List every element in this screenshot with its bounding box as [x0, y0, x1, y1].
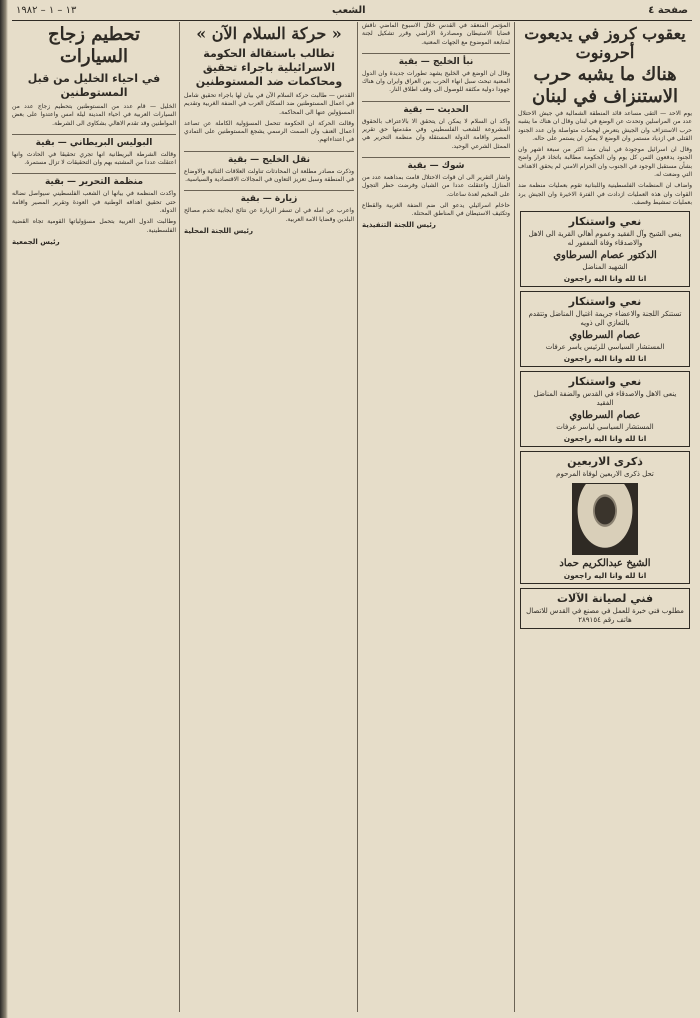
headline-glass: تحطيم زجاج السيارات	[48, 24, 140, 67]
headline-peace-now: « حركة السلام الآن »	[196, 24, 342, 43]
continuation-title: الحديث — بقية	[362, 101, 510, 115]
notice-verse: انا لله وانا اليه راجعون	[563, 434, 647, 444]
article-paragraph: المؤتمر المنعقد في القدس خلال الاسبوع الماضي ناقش قضايا الاستيطان ومصادرة الاراضي وقرر تشكيل لجنة لمتابعة الموضوع مع الجهات المعنية.	[362, 22, 510, 46]
article-paragraph: وقالت الحركة ان الحكومة تتحمل المسؤولية الكاملة عن تصاعد اعمال العنف وان الصمت الرسمي يشجع المستوطنين على التمادي في اعتداءاتهم.	[184, 119, 354, 144]
masthead	[12, 4, 692, 21]
page-number: صفحة ٤	[648, 5, 688, 16]
notice-verse: انا لله وانا اليه راجعون	[563, 354, 647, 364]
article-paragraph: وذكرت مصادر مطلعة ان المحادثات تناولت العلاقات الثنائية والاوضاع في المنطقة وسبل تعزيز التعاون في المجالات الاقتصادية والسياسية.	[184, 167, 354, 184]
headline-kruz: يعقوب كروز في يديعوت أحرونوت	[524, 24, 686, 62]
column-rule	[357, 22, 358, 1012]
continuation-title: منظمة التحرير — بقية	[12, 173, 176, 187]
obituary-notice	[520, 371, 690, 447]
signature-line: رئيس اللجنة التنفيذية	[362, 221, 436, 230]
continuation-title: زيارة — بقية	[184, 190, 354, 204]
article-paragraph: واكدت المنظمة في بيانها ان الشعب الفلسطيني سيواصل نضاله حتى تحقيق اهدافه الوطنية في العودة وتقرير المصير واقامة الدولة.	[12, 190, 176, 215]
signature-line: رئيس اللجنة المحلية	[184, 226, 254, 235]
issue-date: ١٣ – ١ – ١٩٨٢	[16, 5, 77, 16]
ad-title: فني لصيانة الآلات	[556, 592, 654, 606]
article-paragraph: وقال ان الوضع في الخليج يشهد تطورات جديدة وان الدول المعنية تبحث سبل انهاء الحرب بين العراق وايران وان هناك جهودا دولية مكثفة للوصول الى وقف اطلاق النار.	[362, 69, 510, 94]
notice-role: المستشار السياسي لياسر عرفات	[556, 423, 654, 432]
continuation-title: نبأ الخليج — بقية	[362, 53, 510, 67]
notice-text: تستنكر اللجنة والاعضاء جريمة اغتيال المناضل وتتقدم بالتعازي الى ذويه	[528, 310, 682, 328]
article-paragraph: واعرب عن امله في ان تسفر الزيارة عن نتائج ايجابية تخدم مصالح البلدين وقضايا الامة العربية.	[184, 207, 354, 223]
article-paragraph: واضاف ان المنظمات الفلسطينية واللبنانية تقوم بعمليات منظمة ضد القوات وان هذه العمليات ازدادت في الفترة الاخيرة وان الجيش يرد بعمليات تمشيط وقصف.	[518, 182, 692, 206]
notice-name: الدكتور عصام السرطاوي	[553, 250, 657, 262]
article-paragraph: القدس — طالبت حركة السلام الآن في بيان لها باجراء تحقيق شامل في اعمال المستوطنين ضد السكان العرب في الضفة الغربية وتقديم المسؤولين عنها الى المحاكمة.	[184, 92, 354, 116]
article-paragraph: يوم الاحد — التقى مساعد قائد المنطقة الشمالية في جيش الاحتلال عدد من المراسلين وتحدث عن الوضع في لبنان وقال ان هناك ما يشبه حرب الاستنزاف وان الجيش يتعرض لهجمات متواصلة وان عدد الجنود القتلى في ازدياد مستمر وان الوضع لا يمكن ان يستمر على حاله.	[518, 110, 692, 142]
continuation-title: شوك — بقية	[362, 157, 510, 171]
notice-name: عصام السرطاوي	[569, 410, 641, 422]
subhead-glass: في احياء الخليل من قبل المستوطنين	[27, 72, 161, 99]
article-paragraph: وطالبت الدول العربية بتحمل مسؤولياتها القومية تجاه القضية الفلسطينية.	[12, 218, 176, 234]
notice-title: نعي واستنكار	[568, 215, 642, 229]
signature-line: رئيس الجمعية	[12, 237, 60, 246]
notice-title: نعي واستنكار	[568, 375, 642, 389]
memorial-name: الشيخ عبدالكريم حماد	[559, 558, 651, 570]
notice-role: الشهيد المناضل	[582, 263, 628, 272]
subhead-peace-now: تطالب باستقالة الحكومة الاسرائيلية باجراء تحقيق ومحاكمات ضد المستوطنين	[195, 47, 343, 88]
page-binding-edge	[0, 0, 8, 1018]
article-paragraph: حاخام اسرائيلي يدعو الى ضم الضفة الغربية والقطاع وتكثيف الاستيطان في المناطق المحتلة.	[362, 201, 510, 218]
column-rule	[514, 22, 515, 1012]
notice-text: ينعى الشيخ وآل الفقيد وعموم أهالي القرية الى الاهل والاصدقاء وفاة المغفور له	[528, 230, 682, 248]
obituary-notice	[520, 291, 690, 367]
ad-text: مطلوب فني خبرة للعمل في مصنع في القدس للاتصال هاتف رقم ٢٨٩١٥٤	[526, 607, 684, 625]
memorial-text: تحل ذكرى الاربعين لوفاة المرحوم	[556, 470, 654, 479]
continuation-title: البوليس البريطاني — بقية	[12, 134, 176, 148]
notice-text: ينعى الاهل والاصدقاء في القدس والضفة المناضل الفقيد	[533, 390, 677, 408]
column-rule	[179, 22, 180, 1012]
column-2	[362, 22, 510, 1012]
memorial-verse: انا لله وانا اليه راجعون	[563, 571, 647, 581]
paper-name: الشعب	[332, 5, 366, 16]
column-4	[12, 22, 176, 1012]
notice-role: المستشار السياسي للرئيس ياسر عرفات	[545, 343, 665, 352]
article-paragraph: واكد ان السلام لا يمكن ان يتحقق الا بالاعتراف بالحقوق المشروعة للشعب الفلسطيني وفي مقدمتها حق تقرير المصير واقامة الدولة المستقلة وان منظمة التحرير هي الممثل الشرعي الوحيد.	[362, 117, 510, 150]
notice-verse: انا لله وانا اليه راجعون	[563, 274, 647, 284]
article-paragraph: واشار التقرير الى ان قوات الاحتلال قامت بمداهمة عدد من المنازل واعتقلت عددا من الشبان وفرضت حظر التجول على المخيم لعدة ساعات.	[362, 173, 510, 198]
notice-title: نعي واستنكار	[568, 295, 642, 309]
continuation-title: نقل الخليج — بقية	[184, 151, 354, 165]
article-paragraph: الخليل — قام عدد من المستوطنين بتحطيم زجاج عدد من السيارات العربية في احياء المدينة ليلة امس واعتدوا على بعض المواطنين وقد تقدم الاهالي بشكاوى الى الشرطة.	[12, 103, 176, 127]
column-1	[518, 22, 692, 1012]
obituary-notice	[520, 211, 690, 287]
memorial-title: ذكرى الاربعين	[567, 455, 643, 469]
classified-ad	[520, 588, 690, 629]
article-paragraph: وقال ان اسرائيل موجودة في لبنان منذ اكثر من سبعة اشهر وان الجنود يدفعون الثمن كل يوم وان الحكومة مطالبة باتخاذ قرار واضح بشأن مستقبل الوجود في الجنوب وان الحزام الامني لم يحقق الاهداف التي وضعت له.	[518, 146, 692, 179]
notice-name: عصام السرطاوي	[569, 330, 641, 342]
memorial-notice	[520, 451, 690, 584]
column-3	[184, 22, 354, 1012]
article-paragraph: وقالت الشرطة البريطانية انها تجري تحقيقا في الحادث وانها اعتقلت عددا من المشتبه بهم وان التحقيقات لا تزال مستمرة.	[12, 150, 176, 167]
headline-lebanon-war: هناك ما يشبه حرب الاستنزاف في لبنان	[532, 64, 678, 107]
portrait-photo	[572, 483, 638, 555]
